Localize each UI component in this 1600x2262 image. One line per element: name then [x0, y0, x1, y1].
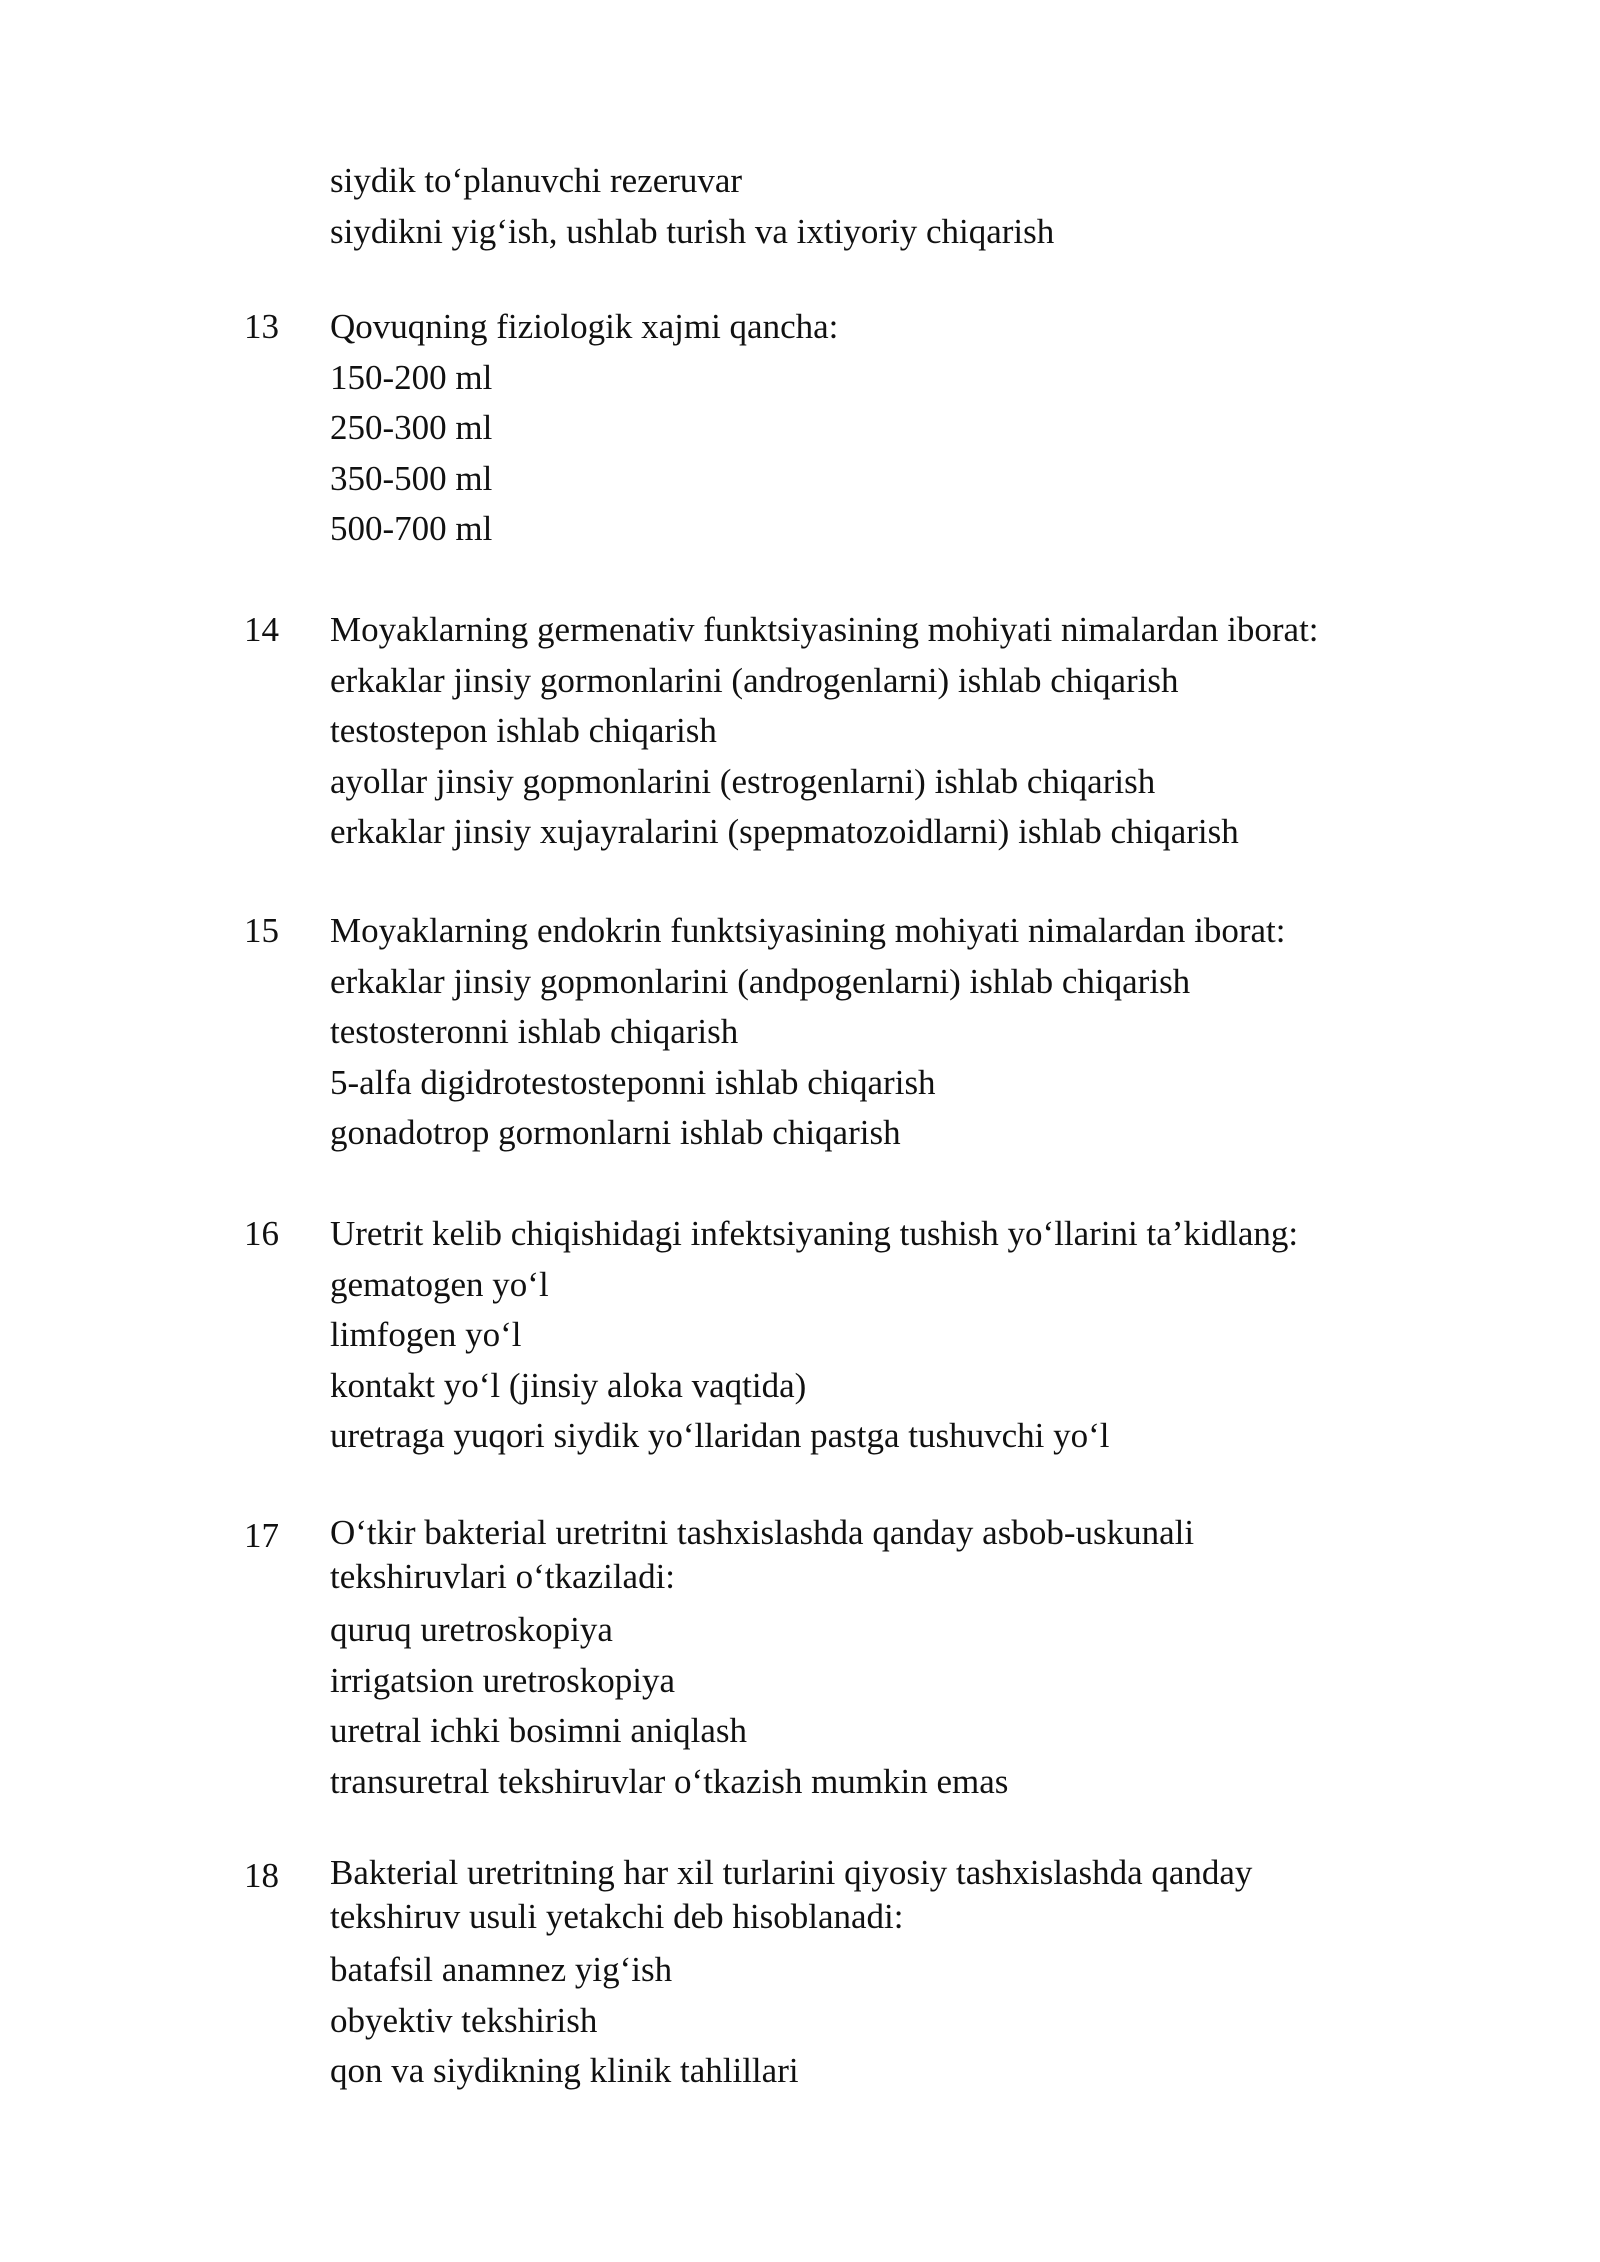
answer-option: irrigatsion uretroskopiya	[330, 1660, 676, 1700]
answer-option: testostepon ishlab chiqarish	[330, 711, 717, 750]
question-text: Moyaklarning endokrin funktsiyasining mohiyati nimalardan iborat:	[330, 911, 1286, 950]
answer-option: ayollar jinsiy gopmonlarini (estrogenlarni) ishlab chiqarish	[330, 761, 1156, 801]
answer-option: transuretral tekshiruvlar o‘tkazish mumkin emas	[330, 1761, 1009, 1801]
previous-question-continuation	[330, 156, 1450, 257]
answer-option: obyektiv tekshirish	[330, 2000, 598, 2040]
answer-option: gematogen yo‘l	[330, 1264, 549, 1304]
question-number: 14	[244, 610, 279, 649]
answer-option: 500-700 ml	[330, 509, 493, 548]
question-text	[330, 1851, 1450, 1939]
answer-option: 350-500 ml	[330, 458, 493, 498]
answer-option: erkaklar jinsiy xujayralarini (spepmatozoidlarni) ishlab chiqarish	[330, 812, 1239, 851]
answer-option: 250-300 ml	[330, 408, 493, 447]
answer-option: testosteronni ishlab chiqarish	[330, 1012, 739, 1051]
answer-option: limfogen yo‘l	[330, 1315, 522, 1354]
question-number: 15	[244, 911, 279, 950]
question-number: 18	[244, 1856, 279, 1895]
answer-option: erkaklar jinsiy gormonlarini (androgenlarni) ishlab chiqarish	[330, 660, 1179, 700]
answer-option: gonadotrop gormonlarni ishlab chiqarish	[330, 1113, 901, 1152]
question-text-line: tekshiruvlari o‘tkaziladi:	[330, 1557, 676, 1596]
question-number: 16	[244, 1214, 279, 1253]
question-number: 13	[244, 307, 279, 346]
answer-option: uretraga yuqori siydik yo‘llaridan pastga tushuvchi yo‘l	[330, 1416, 1110, 1455]
answer-option: batafsil anamnez yig‘ish	[330, 1950, 673, 1989]
question-text: Moyaklarning germenativ funktsiyasining mohiyati nimalardan iborat:	[330, 610, 1319, 649]
answer-option: qon va siydikning klinik tahlillari	[330, 2051, 799, 2090]
question-text: Qovuqning fiziologik xajmi qancha:	[330, 307, 839, 346]
question-text-line: Bakterial uretritning har xil turlarini qiyosiy tashxislashda qanday	[330, 1853, 1253, 1892]
answer-option: siydik to‘planuvchi rezeruvar	[330, 161, 743, 200]
question-text: Uretrit kelib chiqishidagi infektsiyaning tushish yo‘llarini ta’kidlang:	[330, 1214, 1299, 1253]
question-text-line: O‘tkir bakterial uretritni tashxislashda qanday asbob-uskunali	[330, 1513, 1195, 1552]
question-number: 17	[244, 1516, 279, 1555]
answer-option: 150-200 ml	[330, 357, 493, 397]
question-text-line: tekshiruv usuli yetakchi deb hisoblanadi:	[330, 1897, 904, 1936]
answer-option: erkaklar jinsiy gopmonlarini (andpogenlarni) ishlab chiqarish	[330, 961, 1191, 1001]
answer-option: 5-alfa digidrotestosteponni ishlab chiqarish	[330, 1062, 936, 1102]
answer-option: kontakt yo‘l (jinsiy aloka vaqtida)	[330, 1365, 807, 1405]
question-text	[330, 1511, 1450, 1599]
answer-option: siydikni yig‘ish, ushlab turish va ixtiyoriy chiqarish	[330, 211, 1055, 251]
answer-option: uretral ichki bosimni aniqlash	[330, 1711, 747, 1750]
answer-option: quruq uretroskopiya	[330, 1610, 613, 1649]
